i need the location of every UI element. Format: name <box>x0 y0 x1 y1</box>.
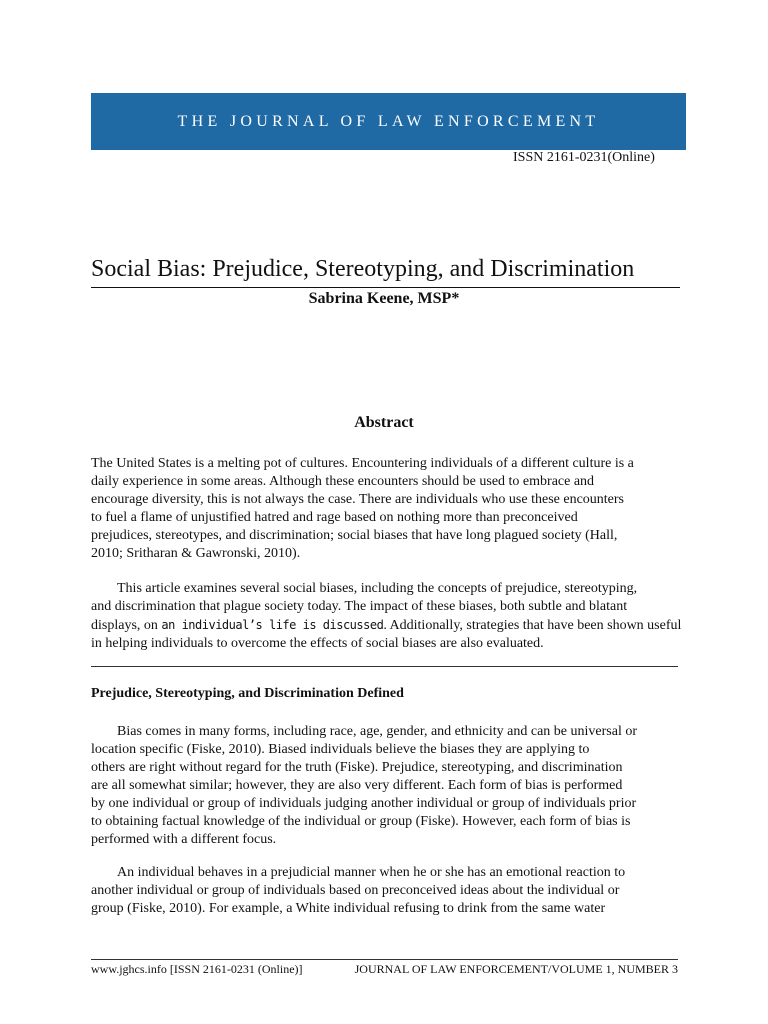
text-line: another individual or group of individuals based on preconceived ideas about the individual or <box>91 883 620 898</box>
text-line: group (Fiske, 2010). For example, a White individual refusing to drink from the same water <box>91 901 606 916</box>
text-line: daily experience in some areas. Although these encounters should be used to embrace and <box>91 474 595 489</box>
section-paragraph-1 <box>91 723 691 849</box>
text-line: This article examines several social biases, including the concepts of prejudice, stereotyping, <box>117 581 638 596</box>
text-line: and discrimination that plague society today. The impact of these biases, both subtle and blatant <box>91 599 628 614</box>
text-line: in helping individuals to overcome the effects of social biases are also evaluated. <box>91 636 544 651</box>
text-line: An individual behaves in a prejudicial manner when he or she has an emotional reaction to <box>117 865 626 880</box>
text-fragment: displays, on <box>91 618 162 633</box>
text-fragment: . Additionally, strategies that have been shown useful <box>383 618 682 633</box>
footer-website: www.jghcs.info [ISSN 2161-0231 (Online)] <box>91 962 303 976</box>
abstract-paragraph-1 <box>91 455 691 563</box>
title-divider <box>91 287 680 288</box>
footer-journal-volume: JOURNAL OF LAW ENFORCEMENT/VOLUME 1, NUMBER 3 <box>354 962 678 976</box>
text-fragment-alt-font: an individual’s life is discussed <box>161 618 384 632</box>
article-author: Sabrina Keene, MSP* <box>308 290 460 307</box>
text-line: 2010; Sritharan & Gawronski, 2010). <box>91 546 301 561</box>
abstract-divider <box>91 666 678 667</box>
text-line: performed with a different focus. <box>91 832 277 847</box>
text-line <box>91 616 691 635</box>
section-paragraph-2 <box>91 864 691 918</box>
text-line: The United States is a melting pot of cultures. Encountering individuals of a different culture is a <box>91 456 634 471</box>
text-line: to fuel a flame of unjustified hatred and rage based on nothing more than preconceived <box>91 510 578 525</box>
text-line: location specific (Fiske, 2010). Biased individuals believe the biases they are applying to <box>91 742 590 757</box>
abstract-heading: Abstract <box>354 414 414 431</box>
journal-title: THE JOURNAL OF LAW ENFORCEMENT <box>177 112 600 130</box>
text-line: prejudices, stereotypes, and discrimination; social biases that have long plagued society (Hall, <box>91 528 618 543</box>
issn-label: ISSN 2161-0231(Online) <box>513 150 655 165</box>
section-heading: Prejudice, Stereotyping, and Discrimination Defined <box>91 686 404 701</box>
text-line: others are right without regard for the truth (Fiske). Prejudice, stereotyping, and discrimination <box>91 760 623 775</box>
journal-banner <box>91 93 686 150</box>
text-line: to obtaining factual knowledge of the individual or group (Fiske). However, each form of bias is <box>91 814 631 829</box>
article-title: Social Bias: Prejudice, Stereotyping, and Discrimination <box>91 256 635 282</box>
footer-divider <box>91 959 678 960</box>
text-line: by one individual or group of individuals judging another individual or group of individuals prior <box>91 796 637 811</box>
text-line: encourage diversity, this is not always the case. There are individuals who use these encounters <box>91 492 625 507</box>
abstract-paragraph-2 <box>91 580 691 653</box>
text-line: are all somewhat similar; however, they are also very different. Each form of bias is performed <box>91 778 623 793</box>
text-line: Bias comes in many forms, including race, age, gender, and ethnicity and can be universal or <box>117 724 637 739</box>
